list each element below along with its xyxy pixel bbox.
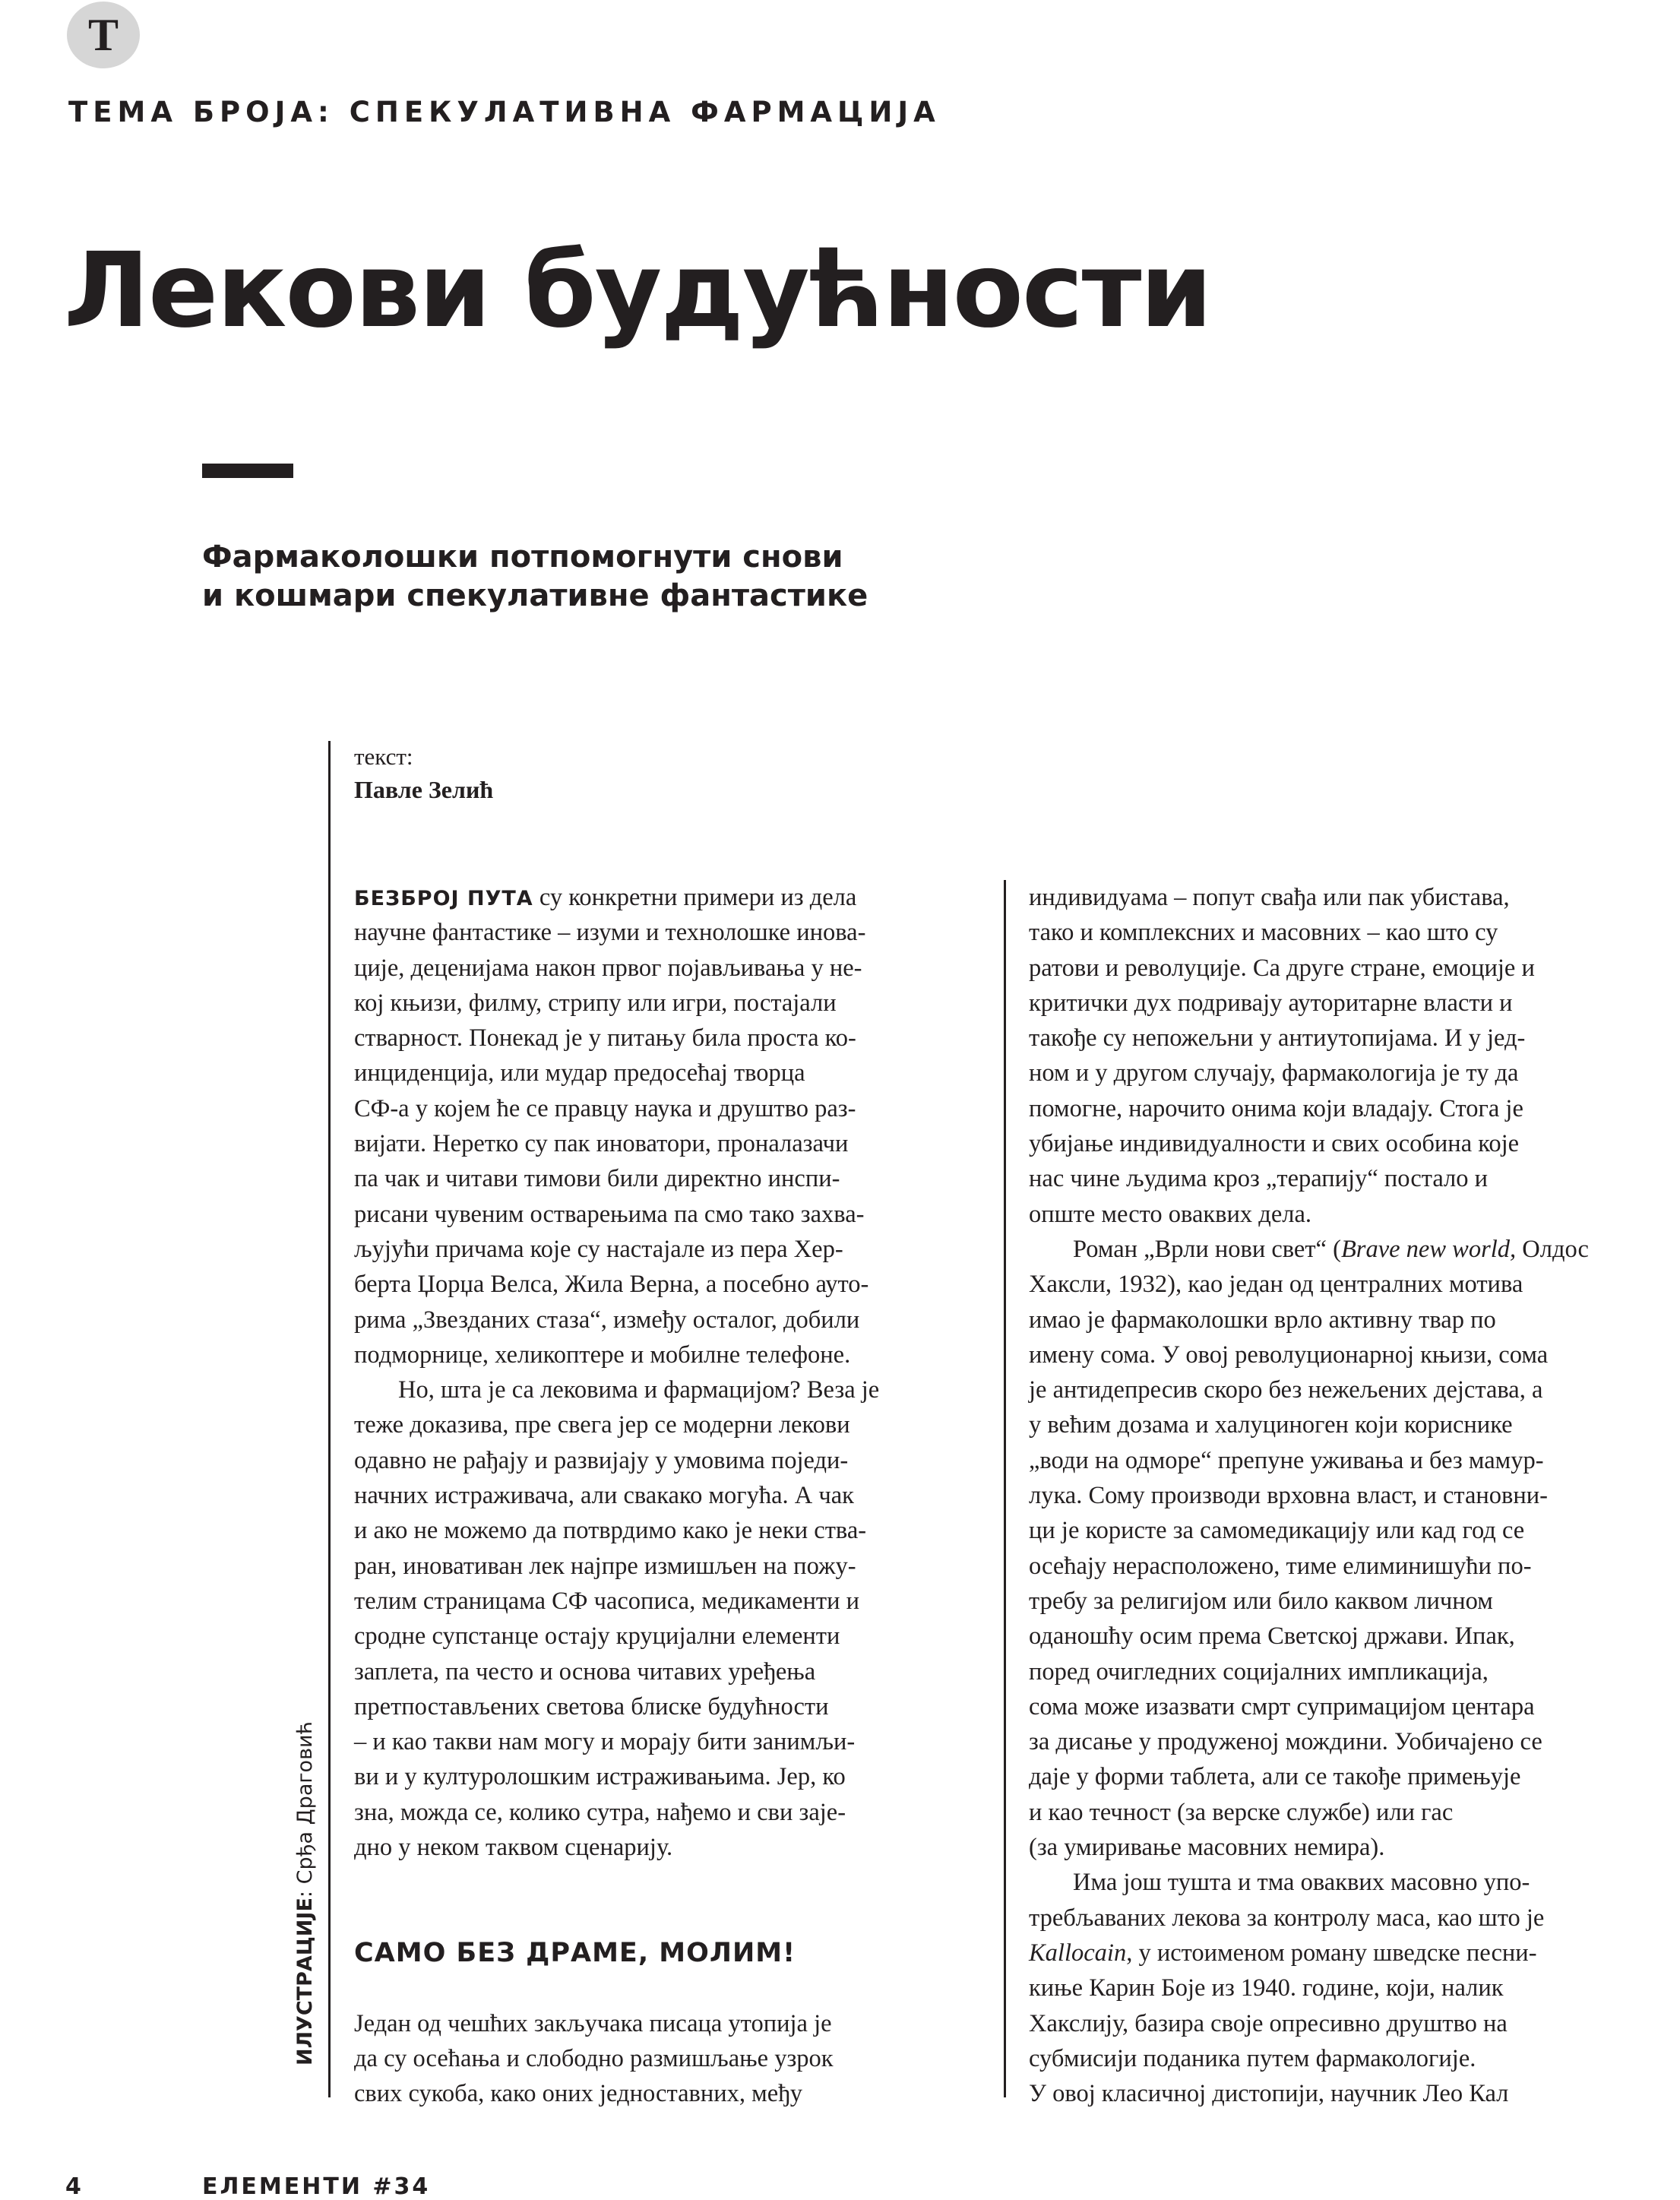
title-divider [202,464,293,478]
body-line: Хакслију, базира своје опресивно друштво на [1029,2009,1508,2037]
body-line: рима „Звезданих стаза“, између осталог, добили [354,1306,860,1334]
body-line: начних истраживача, али свакако могућа. А чак [354,1482,854,1510]
body-line: тако и комплексних и масовних – као што су [1029,919,1498,947]
spacer [354,1865,879,1900]
author-credit-label: текст: [354,743,413,770]
section-heading-text: САМО БЕЗ ДРАМЕ, МОЛИМ! [354,1937,796,1968]
author-name: Павле Зелић [354,776,494,803]
lead-in: БЕЗБРОЈ ПУТА [354,887,533,910]
body-line: сродне супстанце остају круцијални елементи [354,1622,840,1651]
body-line: вијати. Неретко су пак иноватори, проналазачи [354,1130,849,1158]
illustration-separator: : [293,1884,317,1898]
subtitle-line: и кошмари спекулативне фантастике [202,578,868,613]
body-line: у већим дозама и халуциноген који кориснике [1029,1411,1513,1439]
body-line: Хаксли, 1932), као један од централних мотива [1029,1271,1523,1299]
body-line: дно у неком таквом сценарију. [354,1834,673,1862]
spacer [354,1971,879,2005]
magazine-issue: ЕЛЕМЕНТИ #34 [202,2173,431,2200]
body-line: да су осећања и слободно размишљање узрок [354,2044,834,2072]
body-line: заплета, па често и основа читавих уређења [354,1657,816,1686]
body-line: кој књизи, филму, стрипу или игри, постајали [354,989,837,1017]
body-line: и као течност (за верске службе) или гас [1029,1798,1454,1826]
body-line: инциденција, или мудар предосећај творца [354,1059,805,1087]
body-line: СФ-а у којем ће се правцу наука и друштво раз- [354,1094,856,1122]
body-column-right [1029,880,1589,2111]
body-text: , у истоименом роману шведске песни- [1126,1939,1537,1967]
body-line: ви и у културолошким истраживањима. Јер, ко [354,1763,846,1791]
body-line: имену сома. У овој револуционарној књизи, сома [1029,1341,1549,1369]
body-line: У овој класичној дистопији, научник Лео Кал [1029,2080,1509,2108]
section-heading [354,1936,879,1971]
body-line: је антидепресив скоро без нежељених дејстава, а [1029,1376,1543,1404]
body-line: за дисање у продуженој мождини. Уобичајено се [1029,1728,1542,1756]
body-line: Један од чешћих закључака писаца утопија је [354,2009,832,2037]
italic-title: Brave new world, [1340,1235,1517,1263]
subtitle-line: Фармаколошки потпомогнути снови [202,540,843,575]
body-line: поред очигледних социјалних импликација, [1029,1657,1489,1686]
column-rule-middle [1004,880,1006,2097]
body-line: критички дух подривају ауторитарне власти и [1029,989,1513,1017]
body-text: Олдос [1516,1235,1589,1263]
body-line: зна, можда се, колико сутра, нађемо и сви зaје- [354,1798,846,1826]
body-line: (за умиривање масовних немира). [1029,1834,1385,1862]
body-line: ран, иновативан лек најпре измишљен на пожу- [354,1552,856,1580]
body-line: љујући причама које су настајале из пера Хер- [354,1235,843,1263]
body-line: Но, шта је са лековима и фармацијом? Веза је [398,1376,880,1404]
body-line [1029,1232,1589,1267]
body-line: теже доказива, пре свега јер се модерни лекови [354,1411,850,1439]
body-line: – и као такви нам могу и морају бити занимљи- [354,1728,856,1756]
body-line: требу за религијом или било каквом личном [1029,1587,1493,1615]
body-line: „води на одморе“ препуне уживања и без мамур- [1029,1446,1544,1474]
illustration-label: ИЛУСТРАЦИЈЕ [293,1898,317,2065]
body-line: ном и у другом случају, фармакологија је ту да [1029,1059,1519,1087]
body-line: ратови и револуције. Са друге стране, емоције и [1029,954,1535,982]
body-line [354,880,879,915]
body-line: сома може изазвати смрт супримацијом центара [1029,1692,1535,1720]
body-line: индивидуама – попут свађа или пак убистава, [1029,884,1510,911]
body-line: ци је користе за самомедикацију или кад год се [1029,1517,1525,1545]
body-line: Има још тушта и тма оваквих масовно упо- [1073,1869,1530,1897]
body-line [1029,1936,1589,1971]
body-line: и ако не можемо да потврдимо како је неки ства- [354,1517,867,1545]
body-line: опште место оваквих дела. [1029,1200,1312,1228]
body-line: одавно не рађају и развијају у умовима поједи- [354,1446,849,1474]
body-line: оданошћу осим према Светској држави. Ипак, [1029,1622,1515,1651]
body-line: даје у форми таблета, али се такође примењује [1029,1763,1521,1791]
body-line: па чак и читави тимови били директно инспи- [354,1165,840,1193]
body-line: телим страницама СФ часописа, медикаменти и [354,1587,860,1615]
body-line: помогне, нарочито онима који владају. Стога је [1029,1094,1523,1122]
body-line: лука. Сому производи врховна власт, и становни- [1029,1482,1549,1510]
body-line: научне фантастике – изуми и технолошке инова- [354,919,866,947]
body-column-left [354,880,879,2111]
body-line: осећају нерасположено, тиме елиминишући по- [1029,1552,1532,1580]
body-line: субмисији поданика путем фармакологије. [1029,2044,1476,2072]
body-line: ције, деценијама након првог појављивања у не- [354,954,862,982]
body-line: нас чине људима кроз „терапију“ постало и [1029,1165,1489,1193]
body-line: киње Карин Боје из 1940. године, који, налик [1029,1974,1504,2002]
body-line: убијање индивидуалности и свих особина које [1029,1130,1520,1158]
body-line: свих сукоба, како оних једноставних, међу [354,2080,803,2108]
italic-title: Kallocain [1029,1939,1127,1967]
illustration-credit [293,1721,317,2065]
body-line: претпостављених светова блиске будућности [354,1692,829,1720]
column-rule-left [328,741,331,2097]
spacer [354,1901,879,1936]
section-badge-icon: T [67,2,140,68]
body-line: берта Џорџа Велса, Жила Верна, а посебно ауто- [354,1271,869,1299]
body-text: Роман „Врли нови свет“ ( [1073,1235,1341,1263]
illustration-artist: Срђа Драговић [293,1720,317,1885]
body-line: имао је фармаколошки врло активну твар по [1029,1306,1496,1334]
body-line: стварност. Понекад је у питању била проста ко- [354,1024,856,1053]
body-line: такође су непожељни у антиутопијама. И у јед- [1029,1024,1526,1053]
article-subtitle [202,538,868,616]
body-line: требљаваних лекова за контролу маса, као што је [1029,1904,1545,1932]
body-line: рисани чувеним остварењима па смо тако захва- [354,1200,865,1228]
section-kicker: ТЕМА БРОЈА: СПЕКУЛАТИВНА ФАРМАЦИЈА [68,96,941,128]
article-title: Лекови будућности [64,231,1211,351]
page-number: 4 [65,2173,81,2200]
body-line: подморнице, хеликоптере и мобилне телефоне. [354,1341,851,1369]
body-text: су конкретни примери из дела [533,884,857,911]
